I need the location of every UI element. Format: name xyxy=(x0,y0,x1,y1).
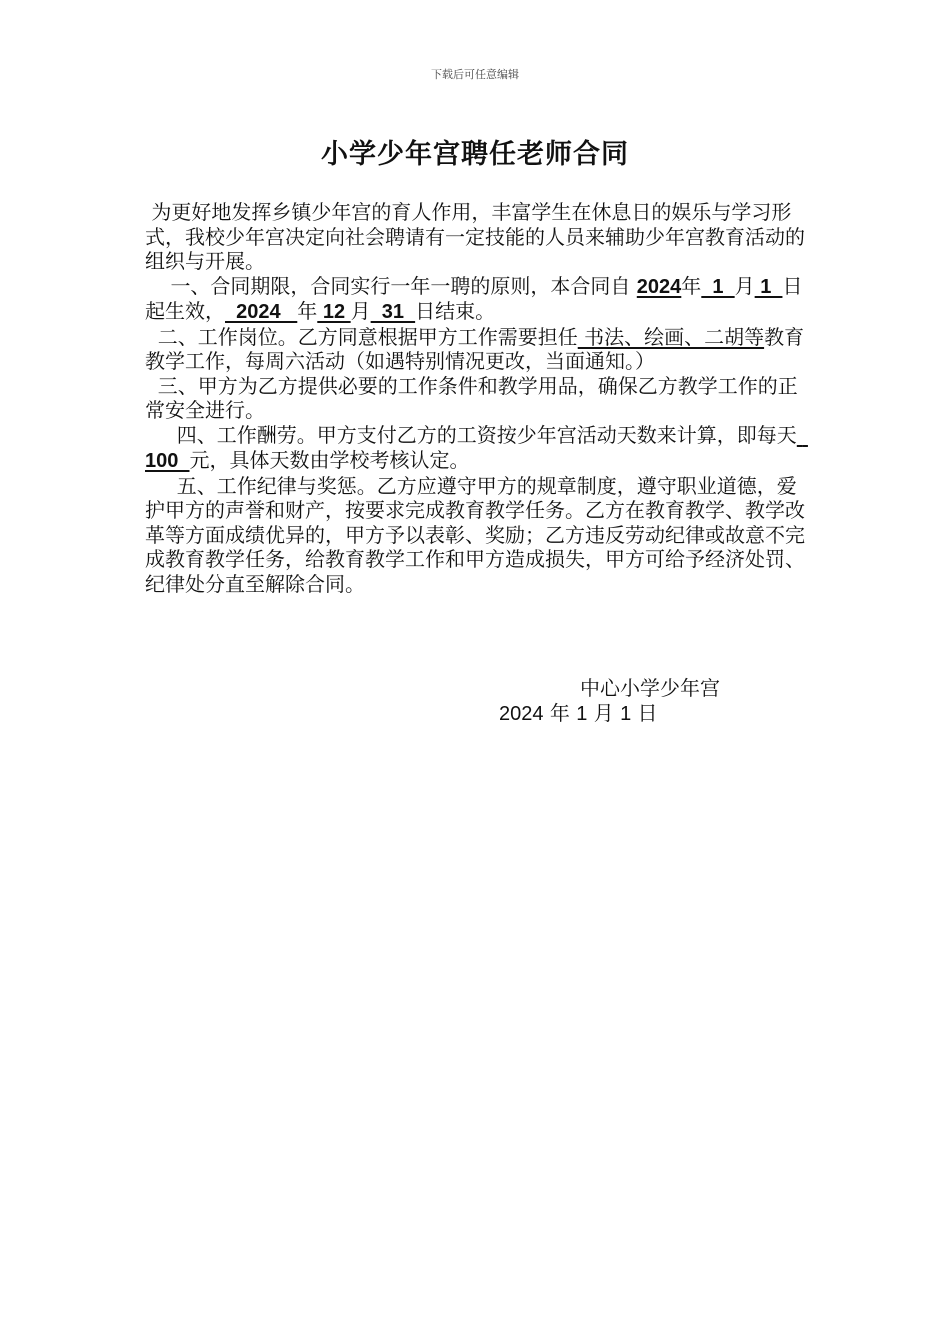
intro-paragraph xyxy=(145,200,810,274)
clause-pay-prefix: 四、工作酬劳。甲方支付乙方的工资按少年宫活动天数来计算，即每天 xyxy=(145,422,797,447)
end-text: 日结束。 xyxy=(415,299,496,323)
sig-month-unit: 月 xyxy=(587,701,621,725)
clause-conditions xyxy=(145,374,810,423)
year-unit: 年 xyxy=(297,299,318,323)
header-note: 下载后可任意编辑 xyxy=(431,68,519,81)
start-year: 2024 xyxy=(636,275,682,298)
page-title: 小学少年宫聘任老师合同 xyxy=(321,139,629,170)
intro-text: 为更好地发挥乡镇少年宫的育人作用，丰富学生在休息日的娱乐与学习形式，我校少年宫决定向社会聘请有一定技能的人员来辅助少年宫教育活动的组织与开展。 xyxy=(145,200,805,273)
clause-discipline xyxy=(145,474,810,597)
clause-conditions-text: 三、甲方为乙方提供必要的工作条件和教学用品，确保乙方教学工作的正常安全进行。 xyxy=(145,373,798,422)
clause-position-prefix: 二、工作岗位。乙方同意根据甲方工作需要担任 xyxy=(145,324,578,349)
month-unit: 月 xyxy=(734,273,755,298)
clause-pay-suffix: 元，具体天数由学校考核认定。 xyxy=(189,448,470,472)
end-year: 2024 xyxy=(225,301,298,323)
daily-pay: 100 xyxy=(145,424,808,472)
clause-position xyxy=(145,325,810,374)
clause-position-suffix: 教育教学工作，每周六活动（如遇特别情况更改，当面通知。） xyxy=(145,324,805,373)
signature-org: 中心小学少年宫 xyxy=(580,676,720,700)
sig-year: 2024 xyxy=(499,703,544,725)
clause-term xyxy=(145,274,810,325)
effective-text: 日起生效， xyxy=(145,273,803,323)
end-day: 31 xyxy=(370,301,416,323)
clause-discipline-text: 五、工作纪律与奖惩。乙方应遵守甲方的规章制度，遵守职业道德，爱护甲方的声誉和财产，按要求完成教育教学任务。乙方在教育教学、教学改革等方面成绩优异的，甲方予以表彰、奖励；乙方违反劳动纪律或故意不完成教育教学任务，给教育教学工作和甲方造成损失，甲方可给予经济处罚、纪律处分直至解除合同。 xyxy=(145,473,805,596)
sig-day: 1 xyxy=(620,703,632,725)
sig-month: 1 xyxy=(576,703,588,725)
start-month: 1 xyxy=(701,275,735,298)
year-unit: 年 xyxy=(681,273,702,298)
subjects: 书法、绘画、二胡等 xyxy=(577,324,765,349)
end-month: 12 xyxy=(317,301,351,323)
month-unit: 月 xyxy=(350,299,371,323)
signature-date xyxy=(499,697,658,726)
sig-day-unit: 日 xyxy=(631,701,658,725)
clause-term-prefix: 一、合同期限，合同实行一年一聘的原则，本合同自 xyxy=(145,273,637,298)
contract-body xyxy=(145,200,810,596)
sig-year-unit: 年 xyxy=(543,701,577,725)
clause-pay xyxy=(145,423,810,474)
start-day: 1 xyxy=(754,275,783,298)
